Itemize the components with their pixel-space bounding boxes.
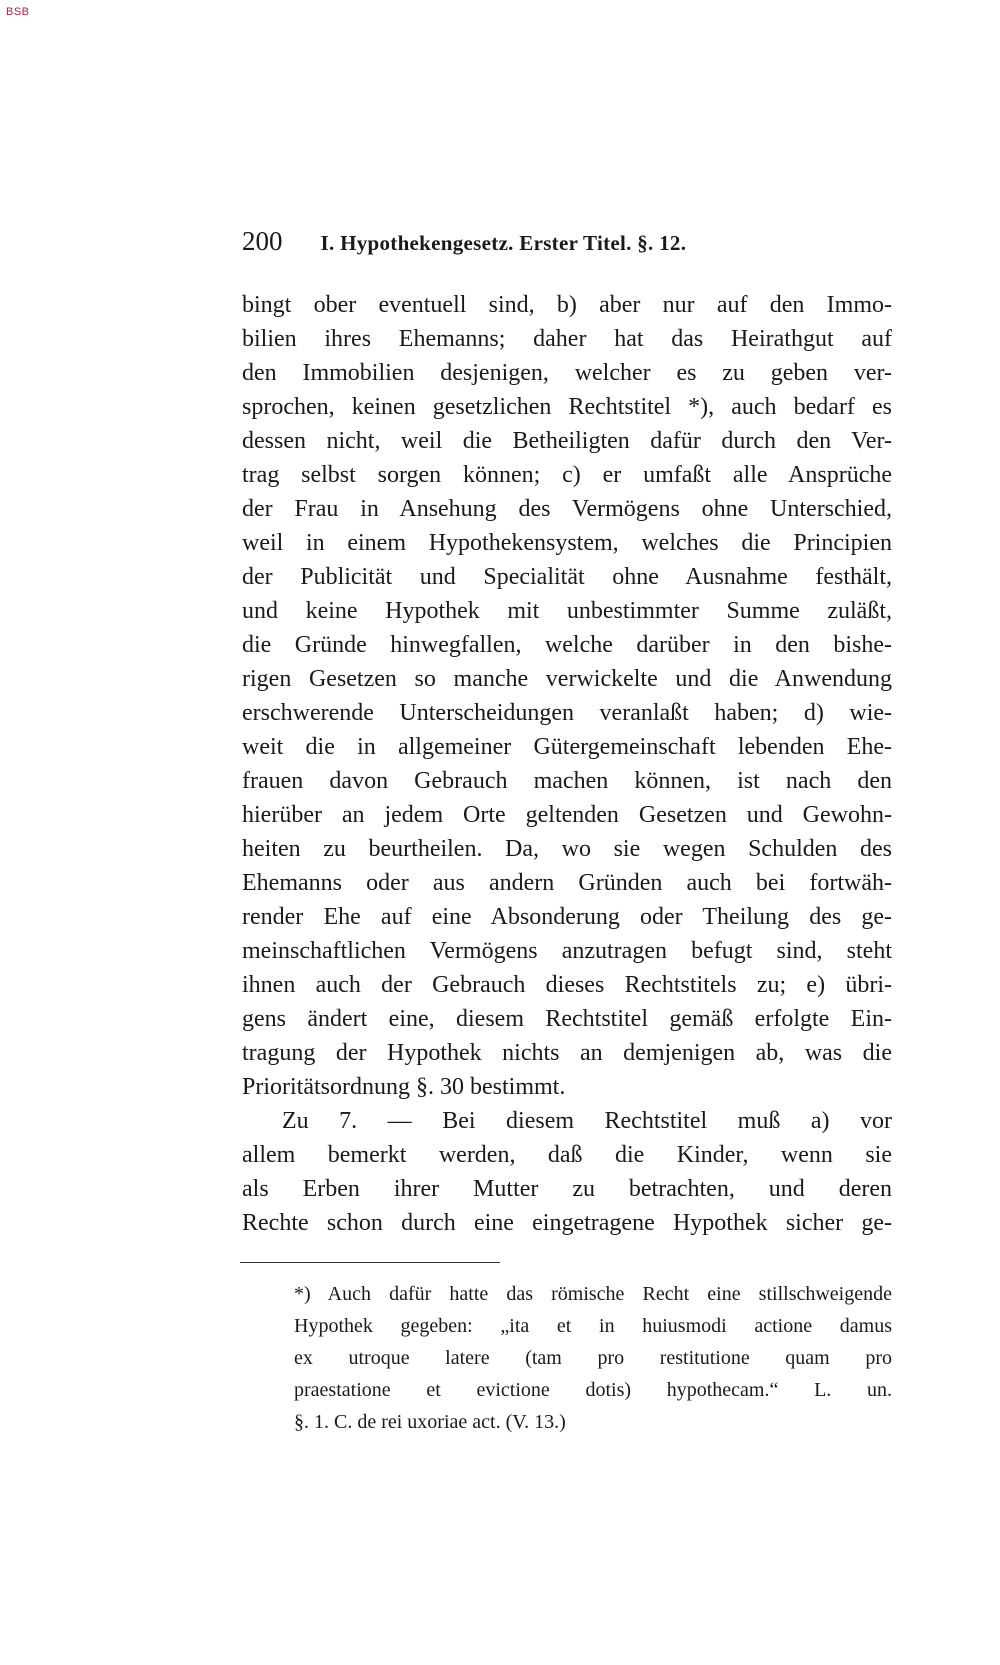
footnote-line: ex utroque latere (tam pro restitutione quam pro	[294, 1347, 892, 1369]
page-number: 200	[242, 226, 283, 256]
text-line: der Frau in Ansehung des Vermögens ohne Unterschied,	[242, 496, 892, 522]
running-head	[242, 226, 802, 257]
text-line: rigen Gesetzen so manche verwickelte und die Anwendung	[242, 666, 892, 692]
text-line: allem bemerkt werden, daß die Kinder, wenn sie	[242, 1142, 892, 1168]
running-title: I. Hypothekengesetz. Erster Titel. §. 12.	[320, 231, 687, 255]
text-line: bingt ober eventuell sind, b) aber nur auf den Immo-	[242, 292, 892, 318]
footnote-line: *) Auch dafür hatte das römische Recht eine stillschweigende	[294, 1283, 892, 1305]
text-line: hierüber an jedem Orte geltenden Gesetzen und Gewohn-	[242, 802, 892, 828]
footnote	[294, 1278, 892, 1438]
text-line: den Immobilien desjenigen, welcher es zu geben ver-	[242, 360, 892, 386]
text-line: sprochen, keinen gesetzlichen Rechtstitel *), auch bedarf es	[242, 394, 892, 420]
text-line: erschwerende Unterscheidungen veranlaßt haben; d) wie-	[242, 700, 892, 726]
text-line: weil in einem Hypothekensystem, welches die Principien	[242, 530, 892, 556]
body-text	[242, 288, 892, 1240]
text-line: ihnen auch der Gebrauch dieses Rechtstitels zu; e) übri-	[242, 972, 892, 998]
text-line: gens ändert eine, diesem Rechtstitel gemäß erfolgte Ein-	[242, 1006, 892, 1032]
text-line: render Ehe auf eine Absonderung oder Theilung des ge-	[242, 904, 892, 930]
footnote-line: Hypothek gegeben: „ita et in huiusmodi actione damus	[294, 1315, 892, 1337]
text-line: trag selbst sorgen können; c) er umfaßt alle Ansprüche	[242, 462, 892, 488]
paragraph-start-line: Zu 7. — Bei diesem Rechtstitel muß a) vor	[282, 1108, 892, 1134]
text-line: Rechte schon durch eine eingetragene Hypothek sicher ge-	[242, 1210, 892, 1236]
text-line: tragung der Hypothek nichts an demjenigen ab, was die	[242, 1040, 892, 1066]
text-line: Prioritätsordnung §. 30 bestimmt.	[242, 1074, 566, 1100]
text-line: Ehemanns oder aus andern Gründen auch bei fortwäh-	[242, 870, 892, 896]
text-line: und keine Hypothek mit unbestimmter Summe zuläßt,	[242, 598, 892, 624]
text-line: frauen davon Gebrauch machen können, ist nach den	[242, 768, 892, 794]
text-line: dessen nicht, weil die Betheiligten dafür durch den Ver-	[242, 428, 892, 454]
footnote-separator	[240, 1262, 500, 1263]
library-watermark: BSB	[6, 6, 30, 18]
text-line: der Publicität und Specialität ohne Ausnahme festhält,	[242, 564, 892, 590]
text-line: bilien ihres Ehemanns; daher hat das Heirathgut auf	[242, 326, 892, 352]
text-line: die Gründe hinwegfallen, welche darüber in den bishe-	[242, 632, 892, 658]
text-line: weit die in allgemeiner Gütergemeinschaft lebenden Ehe-	[242, 734, 892, 760]
text-line: als Erben ihrer Mutter zu betrachten, und deren	[242, 1176, 892, 1202]
text-line: meinschaftlichen Vermögens anzutragen befugt sind, steht	[242, 938, 892, 964]
footnote-line: §. 1. C. de rei uxoriae act. (V. 13.)	[294, 1411, 566, 1433]
footnote-line: praestatione et evictione dotis) hypothecam.“ L. un.	[294, 1379, 892, 1401]
text-line: heiten zu beurtheilen. Da, wo sie wegen Schulden des	[242, 836, 892, 862]
